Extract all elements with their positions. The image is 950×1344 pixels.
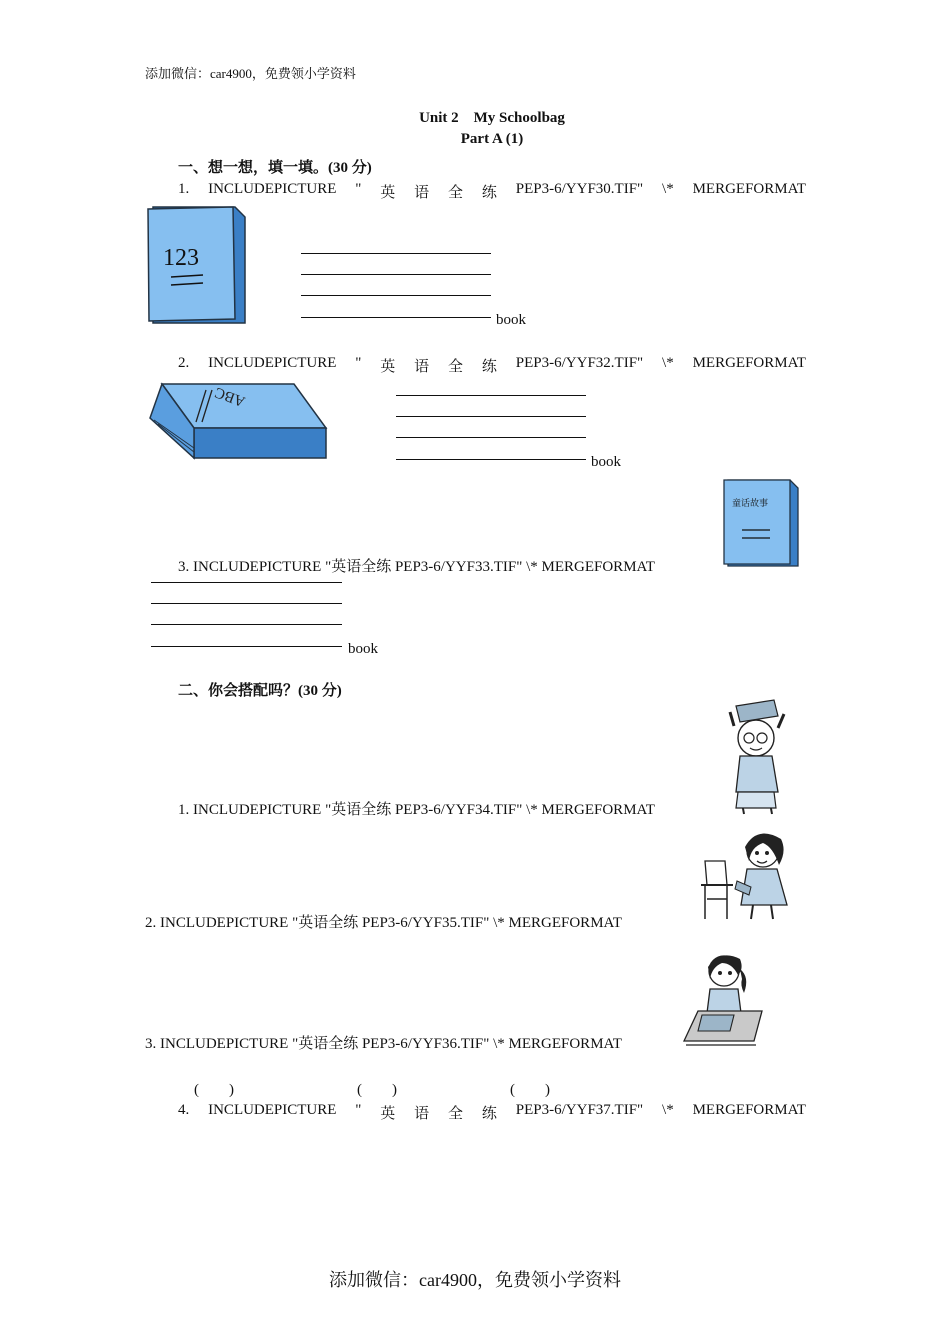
answer-bracket[interactable]: ( ) <box>194 1082 234 1098</box>
s2-q3-text: 3. INCLUDEPICTURE "英语全练 PEP3-6/YYF36.TIF" \* MERGEFORMAT <box>145 1036 622 1052</box>
answer-line[interactable] <box>396 459 586 460</box>
token: 英 <box>380 359 396 375</box>
boy-book-on-head-icon <box>722 698 802 816</box>
section1-heading: 一、想一想，填一填。(30 分) <box>178 160 372 176</box>
answer-line[interactable] <box>301 295 491 296</box>
token: 全 <box>448 1106 464 1122</box>
answer-line[interactable] <box>151 582 342 583</box>
answer-line[interactable] <box>396 437 586 438</box>
token: \* <box>662 181 674 197</box>
watermark-top: 添加微信：car4900，免费领小学资料 <box>145 66 356 81</box>
girl-with-book-on-desk-icon <box>680 945 764 1049</box>
answer-line[interactable] <box>396 416 586 417</box>
token: " <box>355 1102 362 1118</box>
token: 练 <box>481 185 497 201</box>
token: 全 <box>448 185 464 201</box>
book-label: ABC <box>212 383 248 410</box>
token: 语 <box>414 1106 430 1122</box>
token: MERGEFORMAT <box>692 181 806 197</box>
english-book-icon <box>144 378 330 468</box>
token: MERGEFORMAT <box>692 355 806 371</box>
answer-line[interactable] <box>301 274 491 275</box>
book-suffix: book <box>591 454 621 470</box>
answer-line[interactable] <box>151 603 342 604</box>
token: INCLUDEPICTURE <box>208 355 337 371</box>
token: 练 <box>481 359 497 375</box>
token: 2. <box>178 355 190 371</box>
token: INCLUDEPICTURE <box>208 181 337 197</box>
watermark-bottom: 添加微信：car4900，免费领小学资料 <box>329 1270 621 1290</box>
math-book-icon <box>145 203 247 325</box>
token: INCLUDEPICTURE <box>208 1102 337 1118</box>
answer-line[interactable] <box>151 646 342 647</box>
token: PEP3-6/YYF30.TIF" <box>515 181 644 197</box>
book-label: 123 <box>163 245 199 271</box>
girl-with-chair-icon <box>697 825 805 923</box>
token: 全 <box>448 359 464 375</box>
book-suffix: book <box>496 312 526 328</box>
token: 4. <box>178 1102 190 1118</box>
token: 语 <box>414 359 430 375</box>
page-subtitle: Part A (1) <box>460 131 524 147</box>
token: 语 <box>414 185 430 201</box>
answer-line[interactable] <box>301 253 491 254</box>
token: \* <box>662 1102 674 1118</box>
token: PEP3-6/YYF32.TIF" <box>515 355 644 371</box>
s1-q3-text: 3. INCLUDEPICTURE "英语全练 PEP3-6/YYF33.TIF" \* MERGEFORMAT <box>178 559 655 575</box>
answer-bracket[interactable]: ( ) <box>357 1082 397 1098</box>
token: \* <box>662 355 674 371</box>
s2-q4-text <box>178 1102 806 1123</box>
storybook-icon <box>722 476 800 568</box>
token: 练 <box>481 1106 497 1122</box>
section2-heading: 二、你会搭配吗？(30 分) <box>178 683 342 699</box>
s2-q1-text: 1. INCLUDEPICTURE "英语全练 PEP3-6/YYF34.TIF" \* MERGEFORMAT <box>178 802 655 818</box>
token: " <box>355 355 362 371</box>
answer-line[interactable] <box>151 624 342 625</box>
s1-q2-text <box>178 355 806 376</box>
token: 英 <box>380 185 396 201</box>
token: " <box>355 181 362 197</box>
book-suffix: book <box>348 641 378 657</box>
token: 英 <box>380 1106 396 1122</box>
page-title: Unit 2 My Schoolbag <box>419 110 565 126</box>
answer-line[interactable] <box>301 317 491 318</box>
answer-bracket[interactable]: ( ) <box>510 1082 550 1098</box>
answer-line[interactable] <box>396 395 586 396</box>
s2-q2-text: 2. INCLUDEPICTURE "英语全练 PEP3-6/YYF35.TIF" \* MERGEFORMAT <box>145 915 622 931</box>
token: MERGEFORMAT <box>692 1102 806 1118</box>
token: PEP3-6/YYF37.TIF" <box>515 1102 644 1118</box>
book-label: 童话故事 <box>732 499 769 509</box>
token: 1. <box>178 181 190 197</box>
s1-q1-text <box>178 181 806 202</box>
